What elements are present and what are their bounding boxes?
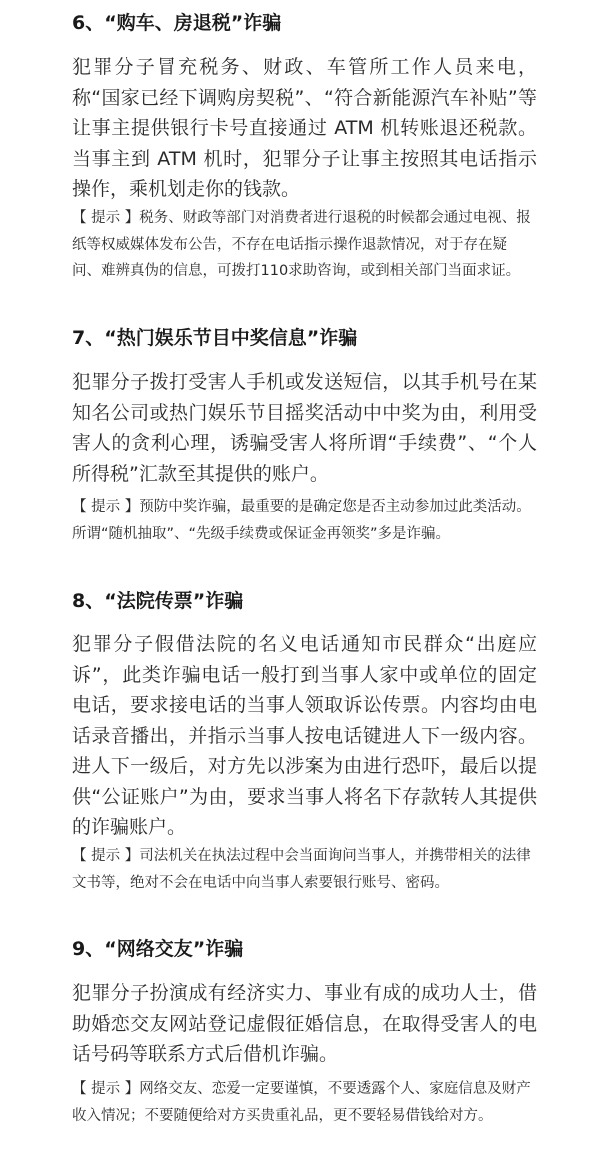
tip-label: 【 提示 】 xyxy=(72,499,140,515)
tip-content: 税务、财政等部门对消费者进行退税的时候都会通过电视、报纸等权威媒体发布公告，不存在电话指示操作退款情况，对于存在疑问、难辨真伪的信息，可拨打110求助咨询，或到相关部门当面求证。 xyxy=(72,210,531,279)
tip-label: 【 提示 】 xyxy=(72,1081,140,1097)
section-9-body: 犯罪分子扮演成有经济实力、事业有成的成功人士，借助婚恋交友网站登记虚假征婚信息，在取得受害人的电话号码等联系方式后借机诈骗。 xyxy=(72,982,537,1065)
section-7-body: 犯罪分子拨打受害人手机或发送短信，以其手机号在某知名公司或热门娱乐节目摇奖活动中中奖为由，利用受害人的贪利心理，诱骗受害人将所谓“手续费”、“个人所得税”汇款至其提供的账户。 xyxy=(72,371,537,485)
section-9-tip xyxy=(72,1076,532,1129)
section-8-tip xyxy=(72,843,532,896)
section-9-heading: 9、“网络交友”诈骗 xyxy=(72,938,244,960)
tip-content: 预防中奖诈骗，最重要的是确定您是否主动参加过此类活动。所谓“随机抽取”、“先级手续费或保证金再领奖”多是诈骗。 xyxy=(72,499,531,542)
tip-label: 【 提示 】 xyxy=(72,848,140,864)
section-6-heading: 6、“购车、房退税”诈骗 xyxy=(72,12,282,34)
tip-content: 网络交友、恋爱一定要谨慎，不要透露个人、家庭信息及财产收入情况；不要随便给对方买贵重礼品，更不要轻易借钱给对方。 xyxy=(72,1081,531,1124)
section-8-body: 犯罪分子假借法院的名义电话通知市民群众“出庭应诉”，此类诈骗电话一般打到当事人家中或单位的固定电话，要求接电话的当事人领取诉讼传票。内容均由电话录音播出，并指示当事人按电话键进人下一级内容。进人下一级后，对方先以涉案为由进行恐吓，最后以提供“公证账户”为由，要求当事人将名下存款转人其提供的诈骗账户。 xyxy=(72,633,537,838)
tip-content: 司法机关在执法过程中会当面询问当事人，并携带相关的法律文书等，绝对不会在电话中向当事人索要银行账号、密码。 xyxy=(72,848,531,891)
section-6-body: 犯罪分子冒充税务、财政、车管所工作人员来电，称“国家已经下调购房契税”、“符合新能源汽车补贴”等让事主提供银行卡号直接通过 ATM 机转账退还税款。当事主到 ATM 机时，犯罪分子让事主按照其电话指示操作，乘机划走你的钱款。 xyxy=(72,56,537,200)
tip-label: 【 提示 】 xyxy=(72,210,140,226)
section-7-tip xyxy=(72,494,532,547)
section-8-heading: 8、“法院传票”诈骗 xyxy=(72,590,244,612)
section-6-tip xyxy=(72,205,532,285)
section-7-heading: 7、“热门娱乐节目中奖信息”诈骗 xyxy=(72,327,358,349)
